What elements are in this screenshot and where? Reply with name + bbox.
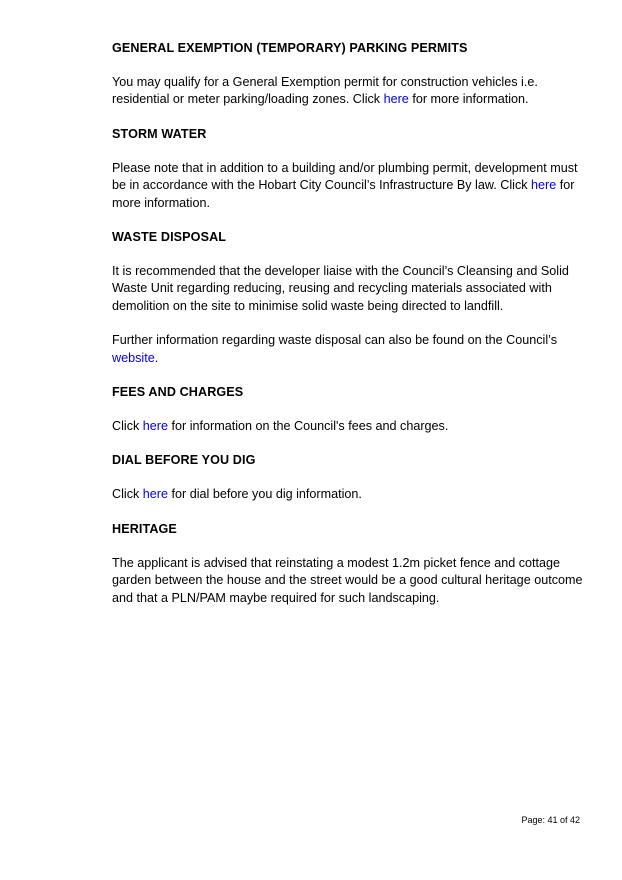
section-heading-waste-disposal: WASTE DISPOSAL	[112, 230, 227, 245]
paragraph-waste-disposal: It is recommended that the developer liaise with the Council’s Cleansing and Solid Waste Unit regarding reducing, reusing and recycling materials associated with demolition on the site to minimise solid waste being directed to landfill.	[112, 264, 569, 313]
paragraph-dial-before-you-dig	[112, 486, 587, 503]
paragraph-fees-charges	[112, 418, 587, 435]
dial-before-you-dig-here-link[interactable]: here	[142, 487, 169, 502]
paragraph-text: for information on the Council's fees and charges.	[168, 419, 449, 434]
paragraph-text: Click	[112, 487, 143, 502]
section-heading-fees-charges: FEES AND CHARGES	[112, 385, 244, 400]
document-page	[112, 40, 587, 607]
storm-water-here-link[interactable]: here	[531, 178, 557, 193]
paragraph-heritage: The applicant is advised that reinstating a modest 1.2m picket fence and cottage garden between the house and the street would be a good cultural heritage outcome and that a PLN/PAM maybe required for such landscaping.	[112, 555, 583, 605]
paragraph-parking-permits	[112, 74, 587, 109]
section-heading-storm-water: STORM WATER	[112, 126, 207, 141]
paragraph-text: for more information.	[112, 178, 575, 210]
paragraph-text: for dial before you dig information.	[168, 487, 362, 502]
paragraph-waste-disposal-further	[112, 332, 587, 367]
section-heading-dial-before-you-dig: DIAL BEFORE YOU DIG	[112, 453, 256, 468]
paragraph-text: Further information regarding waste disposal can also be found on the Council’s	[112, 333, 558, 348]
section-heading-parking-permits: GENERAL EXEMPTION (TEMPORARY) PARKING PERMITS	[112, 41, 468, 55]
section-heading-heritage: HERITAGE	[112, 521, 177, 536]
parking-permits-here-link[interactable]: here	[383, 92, 409, 107]
page-number: Page: 41 of 42	[521, 815, 580, 825]
fees-charges-here-link[interactable]: here	[142, 419, 169, 434]
paragraph-text: Click	[112, 419, 143, 434]
paragraph-storm-water	[112, 160, 587, 212]
paragraph-text: You may qualify for a General Exemption permit for construction vehicles i.e. residential or meter parking/loading zones. Click	[112, 75, 538, 107]
paragraph-text: for more information.	[408, 92, 529, 107]
paragraph-text: .	[154, 350, 159, 365]
waste-disposal-website-link[interactable]: website	[112, 350, 155, 365]
paragraph-text: Please note that in addition to a building and/or plumbing permit, development must be in accordance with the Hobart City Council’s Infrastructure By law. Click	[112, 160, 578, 193]
